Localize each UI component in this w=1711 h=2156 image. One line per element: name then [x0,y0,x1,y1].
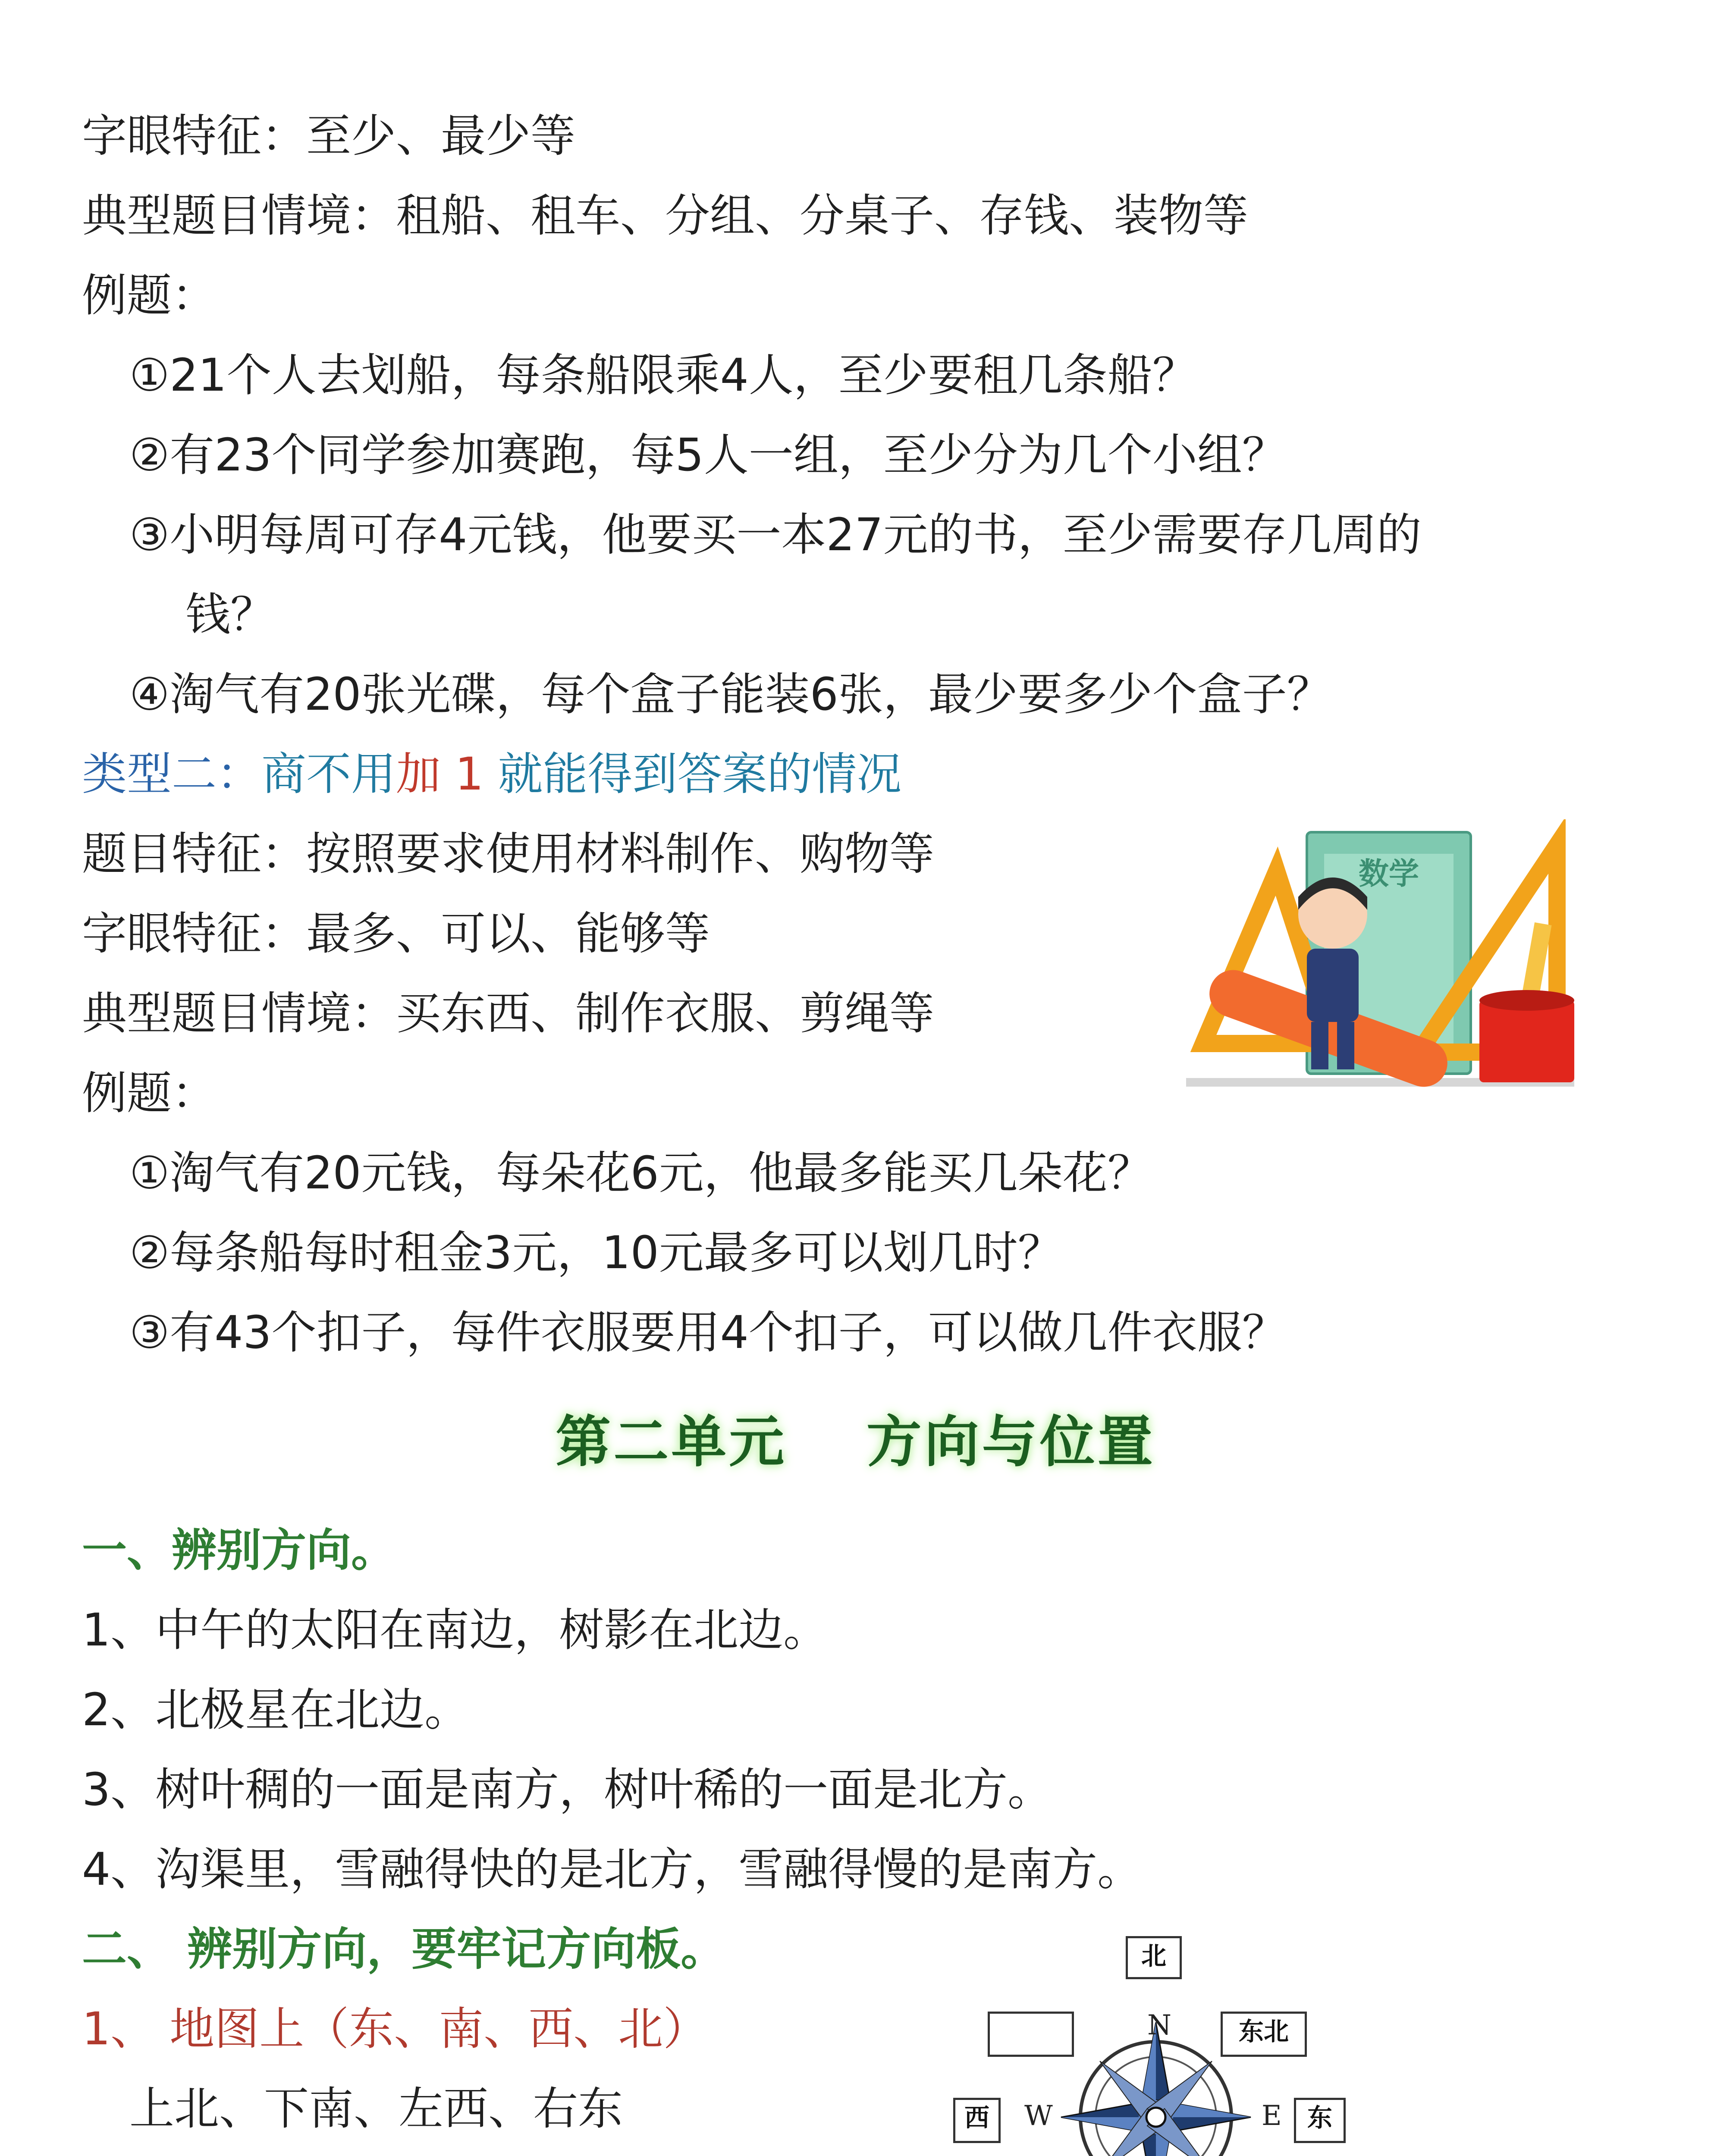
student-math-illustration [1177,819,1630,1112]
type-two-heading [82,746,901,802]
label-north: 北 [1126,1936,1182,1979]
type-two-add-one: 加 1 [396,748,484,800]
keyword-feature-line: 字眼特征：至少、最少等 [82,110,576,162]
compass-letter-w: W [1024,2100,1053,2132]
example-label: 例题： [82,269,217,322]
label-east: 东 [1294,2098,1346,2143]
keyword-feature-line-2: 字眼特征：最多、可以、能够等 [82,907,710,960]
section-two-heading: 二、 辨别方向，要牢记方向板。 [82,1923,726,1975]
example-3-continued: 钱？ [185,588,276,641]
book-label: 数学 [1359,856,1419,891]
compass-letter-n: N [1147,2009,1171,2041]
example-label-2: 例题： [82,1067,217,1119]
type-two-text-b: 就能得到答案的情况 [498,748,902,800]
typical-context-line-2: 典型题目情境：买东西、制作衣服、剪绳等 [82,987,935,1040]
example-2: ②有23个同学参加赛跑，每5人一组，至少分为几个小组？ [129,429,1287,481]
example-2-2: ②每条船每时租金3元，10元最多可以划几时？ [129,1226,1063,1279]
direction-tip-2: 2、北极星在北边。 [82,1683,470,1736]
map-direction-rule: 上北、下南、左西、右东 [129,2082,623,2135]
map-direction-heading: 1、 地图上（东、南、西、北） [82,2002,708,2055]
example-1: ①21个人去划船，每条船限乘4人，至少要租几条船？ [129,349,1197,401]
direction-tip-1: 1、中午的太阳在南边，树影在北边。 [82,1604,829,1656]
example-2-1: ①淘气有20元钱，每朵花6元，他最多能买几朵花？ [129,1147,1152,1199]
type-two-label: 类型二： [82,748,262,800]
direction-board-diagram [940,1915,1372,2156]
direction-tip-3: 3、树叶稠的一面是南方，树叶稀的一面是北方。 [82,1763,1053,1816]
example-2-3: ③有43个扣子，每件衣服要用4个扣子，可以做几件衣服？ [129,1306,1287,1359]
label-northeast: 东北 [1221,2012,1307,2057]
example-4: ④淘气有20张光碟，每个盒子能装6张，最少要多少个盒子？ [129,668,1332,721]
type-two-text-a: 商不用 [261,748,396,800]
question-feature-line: 题目特征：按照要求使用材料制作、购物等 [82,827,935,880]
example-3: ③小明每周可存4元钱，他要买一本27元的书，至少需要存几周的 [129,508,1422,561]
compass-letter-e: E [1262,2100,1282,2132]
direction-tip-4: 4、沟渠里，雪融得快的是北方，雪融得慢的是南方。 [82,1843,1143,1896]
section-one-heading: 一、辨别方向。 [82,1524,396,1576]
typical-context-line: 典型题目情境：租船、租车、分组、分桌子、存钱、装物等 [82,189,1249,242]
label-northwest [988,2012,1074,2057]
unit-title: 第二单元 方向与位置 [556,1410,1155,1474]
label-west: 西 [953,2098,1001,2143]
